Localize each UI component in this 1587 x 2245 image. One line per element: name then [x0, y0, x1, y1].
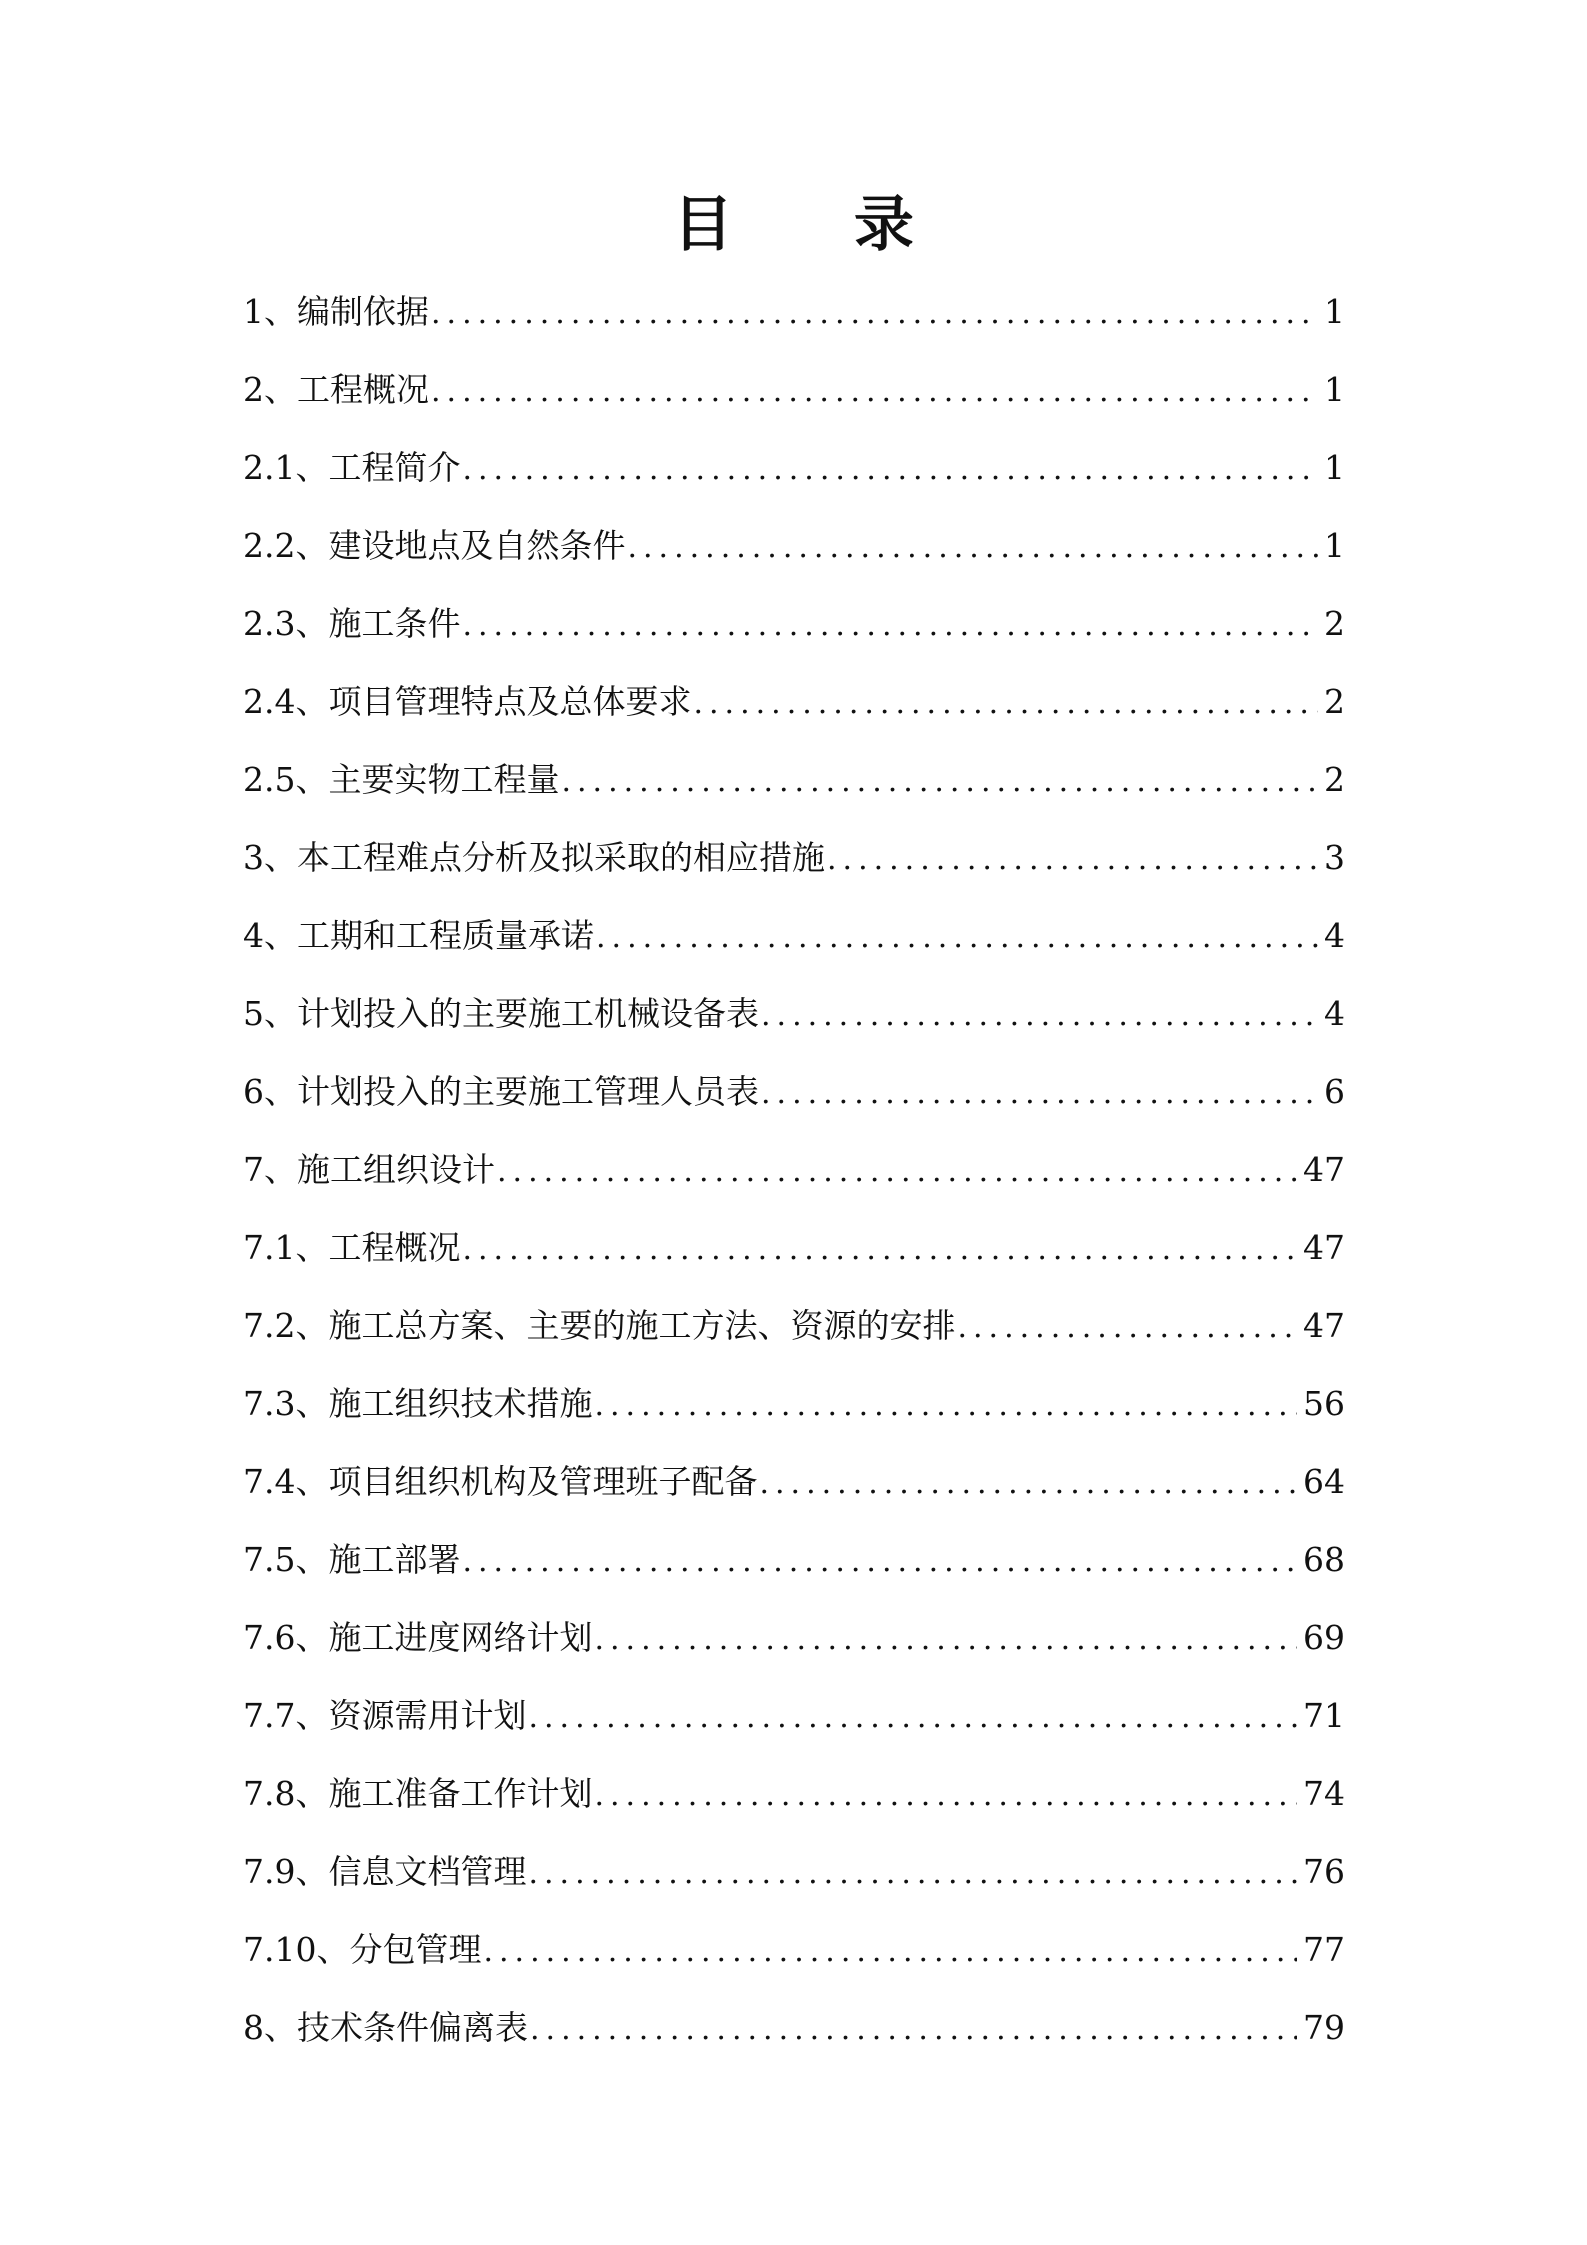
toc-dot-leader: [431, 353, 1318, 431]
toc-dot-leader: [957, 1289, 1297, 1367]
toc-entry-page: 3: [1324, 838, 1345, 877]
toc-entry-label: 3、本工程难点分析及拟采取的相应措施: [243, 838, 825, 877]
toc-dot-leader: [596, 899, 1318, 977]
toc-dot-leader: [693, 665, 1318, 743]
toc-entry-page: 64: [1303, 1462, 1345, 1501]
toc-entry-label: 7.9、信息文档管理: [243, 1852, 527, 1891]
toc-entry-label: 7.10、分包管理: [243, 1930, 482, 1969]
toc-list: [243, 273, 1345, 2067]
toc-entry-page: 76: [1303, 1852, 1345, 1891]
toc-entry[interactable]: [243, 897, 1345, 975]
toc-entry-label: 7.1、工程概况: [243, 1228, 461, 1267]
toc-entry-label: 2、工程概况: [243, 370, 429, 409]
toc-entry[interactable]: [243, 273, 1345, 351]
toc-entry[interactable]: [243, 1131, 1345, 1209]
toc-dot-leader: [431, 275, 1318, 353]
toc-entry-label: 7、施工组织设计: [243, 1150, 495, 1189]
toc-dot-leader: [497, 1133, 1297, 1211]
toc-entry[interactable]: [243, 663, 1345, 741]
toc-entry-page: 47: [1303, 1306, 1345, 1345]
toc-entry-label: 7.8、施工准备工作计划: [243, 1774, 593, 1813]
toc-dot-leader: [594, 1601, 1297, 1679]
toc-entry-label: 7.7、资源需用计划: [243, 1696, 527, 1735]
toc-dot-leader: [761, 977, 1318, 1055]
toc-entry-page: 2: [1324, 682, 1345, 721]
toc-entry-label: 7.6、施工进度网络计划: [243, 1618, 593, 1657]
toc-entry[interactable]: [243, 1755, 1345, 1833]
toc-entry-page: 71: [1303, 1696, 1345, 1735]
toc-entry[interactable]: [243, 1443, 1345, 1521]
toc-entry-page: 1: [1324, 370, 1345, 409]
toc-entry[interactable]: [243, 1209, 1345, 1287]
toc-entry-page: 2: [1324, 604, 1345, 643]
toc-entry-page: 4: [1324, 994, 1345, 1033]
toc-dot-leader: [462, 1211, 1297, 1289]
toc-entry-label: 7.4、项目组织机构及管理班子配备: [243, 1462, 758, 1501]
toc-entry-label: 2.3、施工条件: [243, 604, 461, 643]
toc-dot-leader: [827, 821, 1318, 899]
toc-entry-page: 2: [1324, 760, 1345, 799]
toc-entry-page: 1: [1324, 292, 1345, 331]
toc-entry-label: 1、编制依据: [243, 292, 429, 331]
toc-dot-leader: [594, 1367, 1297, 1445]
toc-dot-leader: [528, 1679, 1297, 1757]
toc-entry-label: 2.5、主要实物工程量: [243, 760, 560, 799]
toc-entry-page: 6: [1324, 1072, 1345, 1111]
toc-entry[interactable]: [243, 1599, 1345, 1677]
toc-entry-page: 74: [1303, 1774, 1345, 1813]
toc-entry-label: 2.4、项目管理特点及总体要求: [243, 682, 692, 721]
toc-entry[interactable]: [243, 1911, 1345, 1989]
toc-entry[interactable]: [243, 1287, 1345, 1365]
toc-dot-leader: [594, 1757, 1297, 1835]
toc-dot-leader: [530, 1991, 1297, 2069]
toc-entry[interactable]: [243, 429, 1345, 507]
toc-entry[interactable]: [243, 1521, 1345, 1599]
toc-entry-label: 7.2、施工总方案、主要的施工方法、资源的安排: [243, 1306, 956, 1345]
toc-entry-label: 6、计划投入的主要施工管理人员表: [243, 1072, 759, 1111]
toc-dot-leader: [561, 743, 1318, 821]
toc-dot-leader: [462, 587, 1318, 665]
toc-entry-label: 5、计划投入的主要施工机械设备表: [243, 994, 759, 1033]
toc-entry-page: 77: [1303, 1930, 1345, 1969]
toc-entry[interactable]: [243, 819, 1345, 897]
toc-entry-page: 47: [1303, 1228, 1345, 1267]
toc-dot-leader: [483, 1913, 1297, 1991]
toc-entry[interactable]: [243, 1833, 1345, 1911]
toc-dot-leader: [462, 431, 1318, 509]
toc-entry[interactable]: [243, 1365, 1345, 1443]
toc-entry[interactable]: [243, 975, 1345, 1053]
toc-entry-page: 4: [1324, 916, 1345, 955]
toc-dot-leader: [761, 1055, 1318, 1133]
toc-entry-page: 47: [1303, 1150, 1345, 1189]
toc-entry[interactable]: [243, 1989, 1345, 2067]
toc-dot-leader: [759, 1445, 1297, 1523]
toc-entry-label: 4、工期和工程质量承诺: [243, 916, 594, 955]
toc-entry[interactable]: [243, 1677, 1345, 1755]
toc-dot-leader: [627, 509, 1318, 587]
toc-entry[interactable]: [243, 741, 1345, 819]
toc-entry-label: 7.5、施工部署: [243, 1540, 461, 1579]
toc-entry-page: 1: [1324, 526, 1345, 565]
toc-dot-leader: [462, 1523, 1297, 1601]
toc-entry[interactable]: [243, 585, 1345, 663]
toc-entry-label: 8、技术条件偏离表: [243, 2008, 528, 2047]
toc-entry-page: 79: [1303, 2008, 1345, 2047]
toc-entry-label: 2.1、工程简介: [243, 448, 461, 487]
toc-entry[interactable]: [243, 351, 1345, 429]
toc-entry[interactable]: [243, 507, 1345, 585]
toc-entry-label: 7.3、施工组织技术措施: [243, 1384, 593, 1423]
toc-entry-page: 69: [1303, 1618, 1345, 1657]
toc-title: 目 录: [673, 190, 964, 260]
toc-entry[interactable]: [243, 1053, 1345, 1131]
toc-dot-leader: [528, 1835, 1297, 1913]
toc-entry-page: 1: [1324, 448, 1345, 487]
toc-entry-label: 2.2、建设地点及自然条件: [243, 526, 626, 565]
toc-entry-page: 68: [1303, 1540, 1345, 1579]
toc-entry-page: 56: [1303, 1384, 1345, 1423]
